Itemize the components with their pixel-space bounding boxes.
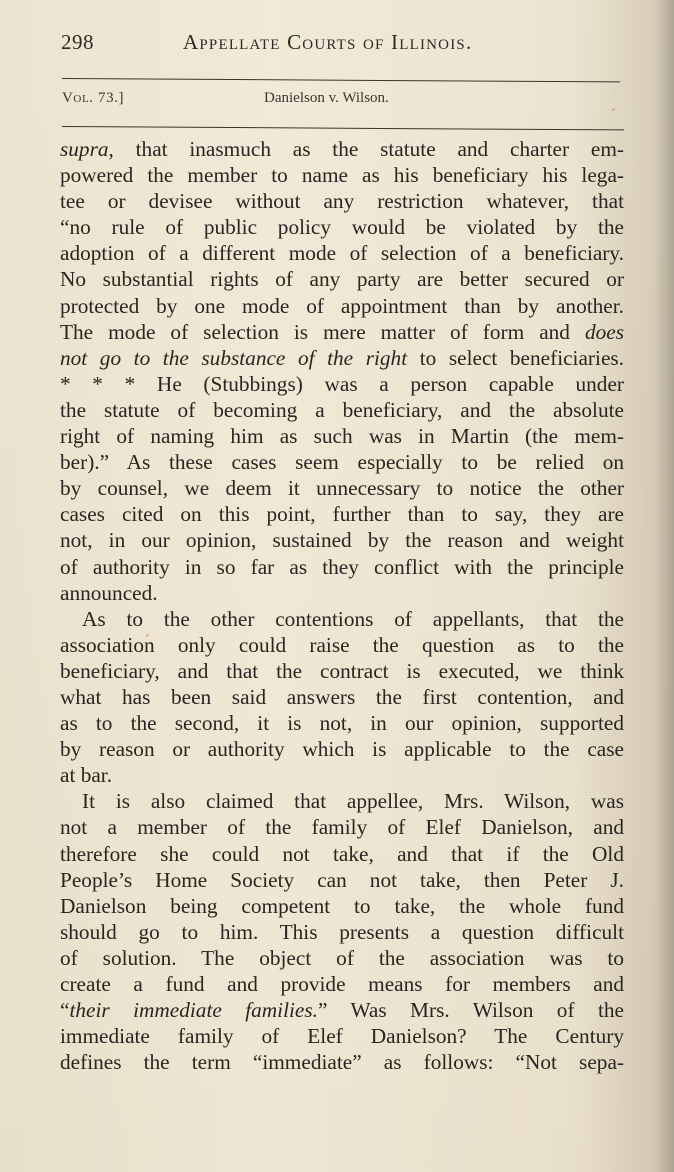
body-text xyxy=(60,136,624,1075)
text-segment: No substantial rights of any party are better secured or xyxy=(60,267,624,292)
text-line xyxy=(60,188,624,214)
text-line xyxy=(60,945,624,971)
italic-text: their immediate families. xyxy=(69,998,318,1023)
text-line xyxy=(60,658,624,684)
text-line xyxy=(60,814,624,840)
running-title: Appellate Courts of Illinois. xyxy=(183,30,473,54)
case-name: Danielson v. Wilson. xyxy=(264,90,389,106)
text-line xyxy=(60,710,624,736)
text-line xyxy=(60,266,624,292)
text-line xyxy=(60,162,624,188)
text-segment: ber).” As these cases seem especially to be relied on xyxy=(60,450,624,475)
text-segment: As to the other contentions of appellants, that the xyxy=(82,606,624,631)
page-number: 298 xyxy=(61,30,94,54)
text-segment: Danielson being competent to take, the whole fund xyxy=(60,893,624,918)
text-segment: of authority in so far as they conflict with the principle xyxy=(60,554,624,579)
text-line xyxy=(60,293,624,319)
text-segment: “no rule of public policy would be violated by the xyxy=(60,215,624,240)
text-segment: beneficiary, and that the contract is executed, we think xyxy=(60,658,624,683)
text-segment: The mode of selection is mere matter of form and xyxy=(60,319,585,344)
text-segment: should go to him. This presents a question difficult xyxy=(60,919,624,944)
volume-label: Vol. 73.] xyxy=(62,90,125,106)
text-segment: at bar. xyxy=(60,763,113,788)
text-segment: what has been said answers the first contention, and xyxy=(60,684,624,709)
text-line xyxy=(60,762,624,788)
text-line xyxy=(60,501,624,527)
text-segment: People’s Home Society can not take, then Peter J. xyxy=(60,867,624,892)
text-segment: by reason or authority which is applicable to the case xyxy=(60,737,624,762)
text-line xyxy=(60,136,624,162)
text-segment: the statute of becoming a beneficiary, and the absolute xyxy=(60,397,624,422)
foxing-spot xyxy=(146,634,149,637)
text-line xyxy=(60,919,624,945)
text-line xyxy=(60,214,624,240)
text-line xyxy=(60,449,624,475)
text-line xyxy=(60,319,624,345)
text-segment: powered the member to name as his beneficiary his lega- xyxy=(60,163,624,188)
text-segment: as to the second, it is not, in our opinion, supported xyxy=(60,711,624,736)
text-line xyxy=(60,240,624,266)
foxing-spot xyxy=(612,108,615,111)
text-line xyxy=(60,371,624,397)
text-segment: association only could raise the question as to the xyxy=(60,632,624,657)
text-line xyxy=(60,893,624,919)
header-rule-bottom xyxy=(62,126,624,130)
text-line xyxy=(60,736,624,762)
text-segment: It is also claimed that appellee, Mrs. Wilson, was xyxy=(82,789,624,814)
text-segment: ” Was Mrs. Wilson of the xyxy=(318,998,624,1023)
text-line xyxy=(60,527,624,553)
text-line xyxy=(60,788,624,814)
text-segment: by counsel, we deem it unnecessary to notice the other xyxy=(60,476,624,501)
text-segment: cases cited on this point, further than to say, they are xyxy=(60,502,624,527)
text-segment: “ xyxy=(60,998,70,1023)
text-line xyxy=(60,867,624,893)
text-segment: protected by one mode of appointment than by another. xyxy=(60,293,624,318)
text-segment: * * * He (Stubbings) was a person capable under xyxy=(60,371,624,396)
text-line xyxy=(60,684,624,710)
header-rule-top xyxy=(62,78,620,82)
text-segment: not, in our opinion, sustained by the reason and weight xyxy=(60,528,624,553)
text-segment: right of naming him as such was in Martin (the mem- xyxy=(60,424,624,449)
italic-text: supra xyxy=(60,137,109,161)
text-line xyxy=(60,606,624,632)
sub-head xyxy=(62,90,622,114)
text-segment: defines the term “immediate” as follows: “Not sepa- xyxy=(60,1050,624,1075)
text-segment: of solution. The object of the association was to xyxy=(60,945,624,970)
text-line xyxy=(60,841,624,867)
text-line xyxy=(60,971,624,997)
text-segment: immediate family of Elef Danielson? The Century xyxy=(60,1024,624,1049)
italic-text: does xyxy=(584,319,624,344)
text-line xyxy=(60,423,624,449)
text-line xyxy=(60,345,624,371)
text-segment: create a fund and provide means for members and xyxy=(60,972,624,996)
text-line xyxy=(60,997,624,1023)
text-segment: adoption of a different mode of selection of a beneficiary. xyxy=(60,241,624,266)
text-segment: tee or devisee without any restriction whatever, that xyxy=(60,189,624,214)
text-line xyxy=(60,1049,624,1075)
italic-text: not go to the substance of the right xyxy=(60,345,408,370)
text-segment: announced. xyxy=(60,580,158,605)
text-line xyxy=(60,1023,624,1049)
text-segment: therefore she could not take, and that if the Old xyxy=(60,841,624,866)
text-line xyxy=(60,397,624,423)
text-segment: to select beneficiaries. xyxy=(407,345,625,370)
text-line xyxy=(60,554,624,580)
text-segment: , that inasmuch as the statute and charter em- xyxy=(108,137,624,161)
text-line xyxy=(60,632,624,658)
text-segment: not a member of the family of Elef Danielson, and xyxy=(60,815,624,840)
text-line xyxy=(60,475,624,501)
running-head xyxy=(61,30,621,64)
text-line xyxy=(60,580,624,606)
